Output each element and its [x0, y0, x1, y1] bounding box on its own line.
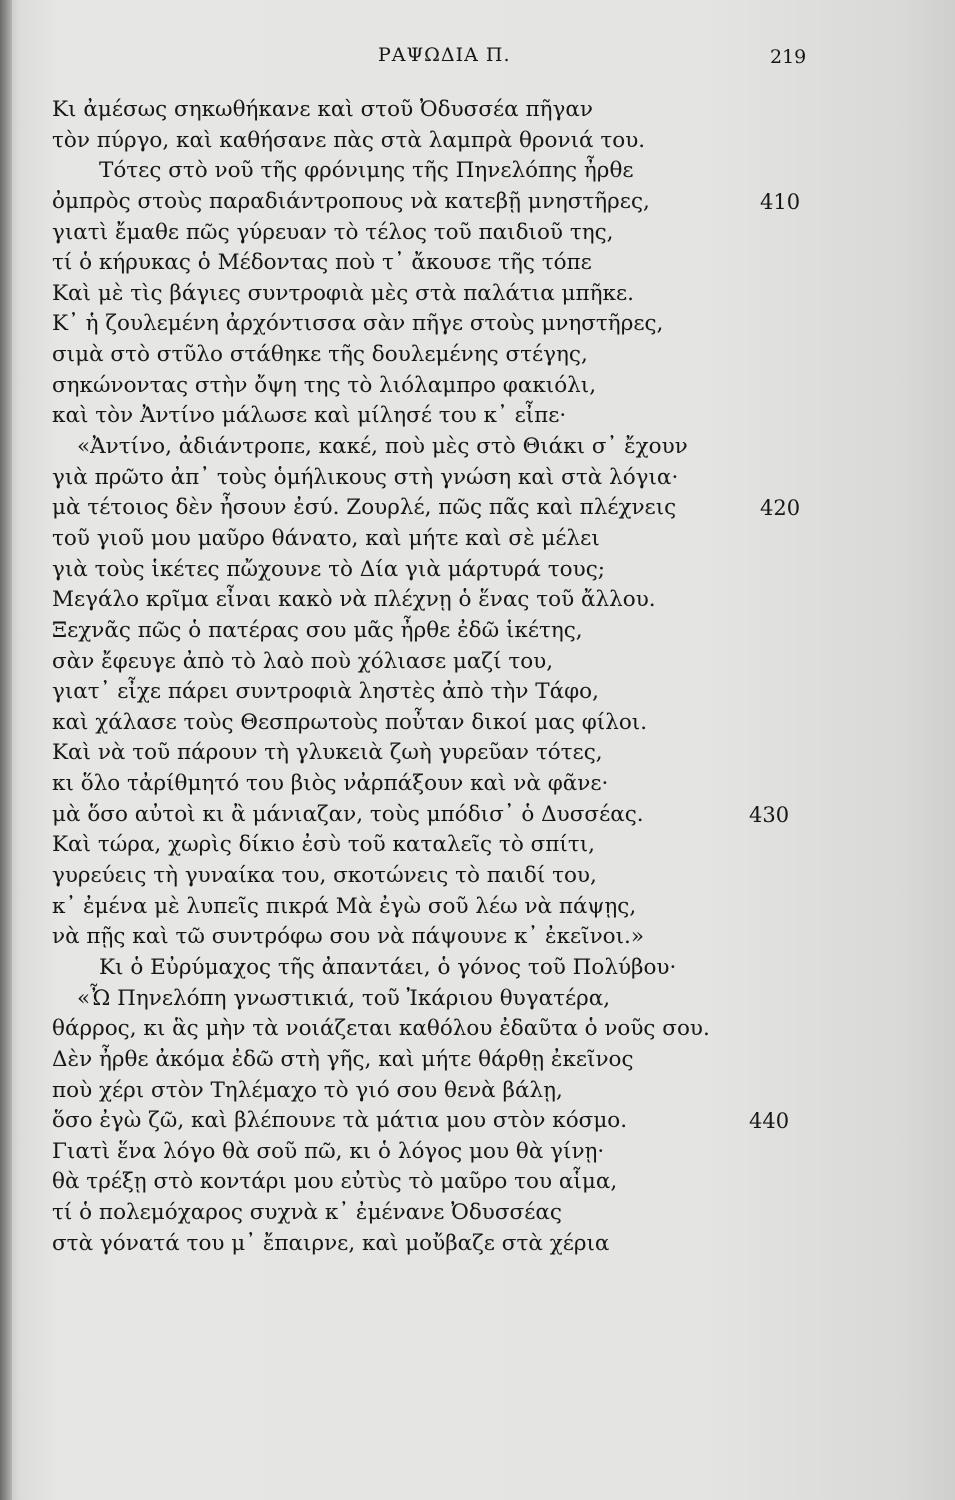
- verse-line: [52, 738, 882, 769]
- line-number: 440: [749, 1109, 790, 1134]
- line-number: 420: [760, 496, 801, 521]
- verse-text: Κ᾿ ἡ ζουλεμένη ἀρχόντισσα σὰν πῆγε στοὺς μνηστῆρες,: [52, 311, 664, 337]
- verse-text: σιμὰ στὸ στῦλο στάθηκε τῆς δουλεμένης στέγης,: [52, 342, 588, 368]
- verse-text: γυρεύεις τὴ γυναίκα του, σκοτώνεις τὸ παιδί του,: [52, 863, 597, 889]
- line-number: 410: [760, 189, 801, 214]
- verse-line: [52, 1106, 882, 1137]
- verse-text: Καὶ μὲ τὶς βάγιες συντροφιὰ μὲς στὰ παλάτια μπῆκε.: [52, 280, 634, 306]
- verse-text: Ξεχνᾶς πῶς ὁ πατέρας σου μᾶς ἦρθε ἐδῶ ἱκέτης,: [52, 617, 583, 643]
- verse-line: [52, 340, 882, 371]
- verse-text: στὰ γόνατά του μ᾿ ἔπαιρνε, καὶ μοὔβαζε στὰ χέρια: [52, 1230, 610, 1256]
- verse-text: θάρρος, κι ἃς μὴν τὰ νοιάζεται καθόλου ἐδαῦτα ὁ νοῦς σου.: [52, 1016, 710, 1042]
- verse-text: ὀμπρὸς στοὺς παραδιάντροπους νὰ κατεβῇ μνηστῆρες,: [52, 188, 650, 214]
- verse-line: [52, 953, 882, 984]
- verse-text: μὰ τέτοιος δὲν ἦσουν ἐσύ. Ζουρλέ, πῶς πᾶς καὶ πλέχνεις: [52, 495, 677, 521]
- verse-line: [52, 95, 882, 126]
- verse-line: [52, 156, 882, 187]
- verse-line: [52, 279, 882, 310]
- verse-text: σηκώνοντας στὴν ὄψη της τὸ λιόλαμπρο φακιόλι,: [52, 372, 597, 398]
- verse-text: Κι ὁ Εὐρύμαχος τῆς ἀπαντάει, ὁ γόνος τοῦ Πολύβου·: [99, 954, 677, 980]
- verse-line: [52, 1076, 882, 1107]
- verse-text: Τότες στὸ νοῦ τῆς φρόνιμης τῆς Πηνελόπης ἦρθε: [99, 158, 634, 184]
- verse-text: γιατ᾿ εἶχε πάρει συντροφιὰ ληστὲς ἀπὸ τὴν Τάφο,: [52, 679, 599, 705]
- verse-line: [52, 708, 882, 739]
- verse-line: [52, 616, 882, 647]
- verse-line: [52, 309, 882, 340]
- verse-text: Γιατὶ ἕνα λόγο θὰ σοῦ πῶ, κι ὁ λόγος μου θὰ γίνῃ·: [52, 1138, 605, 1164]
- verse-text: νὰ πῇς καὶ τῶ συντρόφω σου νὰ πάψουνε κ᾿ ἐκεῖνοι.»: [52, 924, 645, 950]
- page-number: 219: [770, 46, 807, 68]
- verse-line: [52, 1137, 882, 1168]
- verse-block: [52, 95, 882, 1259]
- verse-line: [52, 1229, 882, 1260]
- verse-line: [52, 861, 882, 892]
- verse-line: [52, 126, 882, 157]
- verse-line: [52, 1167, 882, 1198]
- verse-line: [52, 585, 882, 616]
- verse-text: καὶ τὸν Ἀντίνο μάλωσε καὶ μίλησέ του κ᾿ εἶπε·: [52, 403, 567, 429]
- verse-line: [52, 248, 882, 279]
- verse-line: [52, 371, 882, 402]
- verse-text: τί ὁ κήρυκας ὁ Μέδοντας ποὺ τ᾿ ἄκουσε τῆς τόπε: [52, 250, 592, 276]
- verse-line: [52, 984, 882, 1015]
- verse-line: [52, 830, 882, 861]
- verse-text: κι ὅλο τἀρίθμητό του βιὸς νἀρπάξουν καὶ νὰ φᾶνε·: [52, 771, 609, 797]
- verse-text: καὶ χάλασε τοὺς Θεσπρωτοὺς ποὖταν δικοί μας φίλοι.: [52, 709, 648, 735]
- verse-line: [52, 1198, 882, 1229]
- verse-text: κ᾿ ἐμένα μὲ λυπεῖς πικρά Μὰ ἐγὼ σοῦ λέω νὰ πάψῃς,: [52, 893, 637, 919]
- verse-line: [52, 555, 882, 586]
- verse-text: ὅσο ἐγὼ ζῶ, καὶ βλέπουνε τὰ μάτια μου στὸν κόσμο.: [52, 1108, 628, 1134]
- verse-line: [52, 1045, 882, 1076]
- verse-text: Δὲν ἦρθε ἀκόμα ἐδῶ στὴ γῆς, καὶ μήτε θάρθῃ ἐκεῖνος: [52, 1046, 634, 1072]
- verse-text: «Ὦ Πηνελόπη γνωστικιά, τοῦ Ἰκάριου θυγατέρα,: [77, 985, 611, 1011]
- verse-line: [52, 463, 882, 494]
- line-number: 430: [749, 802, 790, 827]
- binding-gutter: [0, 0, 12, 1500]
- verse-text: γιατὶ ἔμαθε πῶς γύρευαν τὸ τέλος τοῦ παιδιοῦ της,: [52, 219, 614, 245]
- verse-text: Κι ἀμέσως σηκωθήκανε καὶ στοῦ Ὀδυσσέα πῆγαν: [52, 97, 593, 122]
- verse-text: «Ἀντίνο, ἀδιάντροπε, κακέ, ποὺ μὲς στὸ Θιάκι σ᾿ ἔχουν: [77, 434, 688, 460]
- verse-text: μὰ ὅσο αὐτοὶ κι ἂ μάνιαζαν, τοὺς μπόδισ᾿ ὁ Δυσσέας.: [52, 801, 644, 827]
- verse-text: σὰν ἔφευγε ἀπὸ τὸ λαὸ ποὺ χόλιασε μαζί του,: [52, 648, 554, 674]
- running-head: ΡΑΨΩΔΙΑ Π.: [378, 44, 511, 66]
- verse-line: [52, 524, 882, 555]
- verse-line: [52, 432, 882, 463]
- verse-line: [52, 769, 882, 800]
- verse-line: [52, 800, 882, 831]
- verse-line: [52, 218, 882, 249]
- verse-text: τὸν πύργο, καὶ καθήσανε πὰς στὰ λαμπρὰ θρονιά του.: [52, 127, 646, 153]
- verse-text: γιὰ πρῶτο ἀπ᾿ τοὺς ὁμήλικους στὴ γνώση καὶ στὰ λόγια·: [52, 464, 679, 490]
- verse-text: Μεγάλο κρῖμα εἶναι κακὸ νὰ πλέχνῃ ὁ ἕνας τοῦ ἄλλου.: [52, 587, 656, 613]
- verse-text: θὰ τρέξῃ στὸ κοντάρι μου εὐτὺς τὸ μαῦρο του αἷμα,: [52, 1169, 618, 1195]
- verse-text: τοῦ γιοῦ μου μαῦρο θάνατο, καὶ μήτε καὶ σὲ μέλει: [52, 525, 600, 551]
- verse-line: [52, 892, 882, 923]
- verse-line: [52, 922, 882, 953]
- verse-line: [52, 1014, 882, 1045]
- verse-text: ποὺ χέρι στὸν Τηλέμαχο τὸ γιό σου θενὰ βάλῃ,: [52, 1077, 563, 1103]
- verse-text: τί ὁ πολεμόχαρος συχνὰ κ᾿ ἐμένανε Ὀδυσσέας: [52, 1200, 562, 1226]
- verse-line: [52, 677, 882, 708]
- verse-line: [52, 401, 882, 432]
- verse-line: [52, 647, 882, 678]
- verse-text: Καὶ τώρα, χωρὶς δίκιο ἐσὺ τοῦ καταλεῖς τὸ σπίτι,: [52, 832, 595, 858]
- verse-text: Καὶ νὰ τοῦ πάρουν τὴ γλυκειὰ ζωὴ γυρεῦαν τότες,: [52, 740, 603, 766]
- verse-line: [52, 493, 882, 524]
- verse-line: [52, 187, 882, 218]
- verse-text: γιὰ τοὺς ἱκέτες πὤχουνε τὸ Δία γιὰ μάρτυρά τους;: [52, 556, 605, 582]
